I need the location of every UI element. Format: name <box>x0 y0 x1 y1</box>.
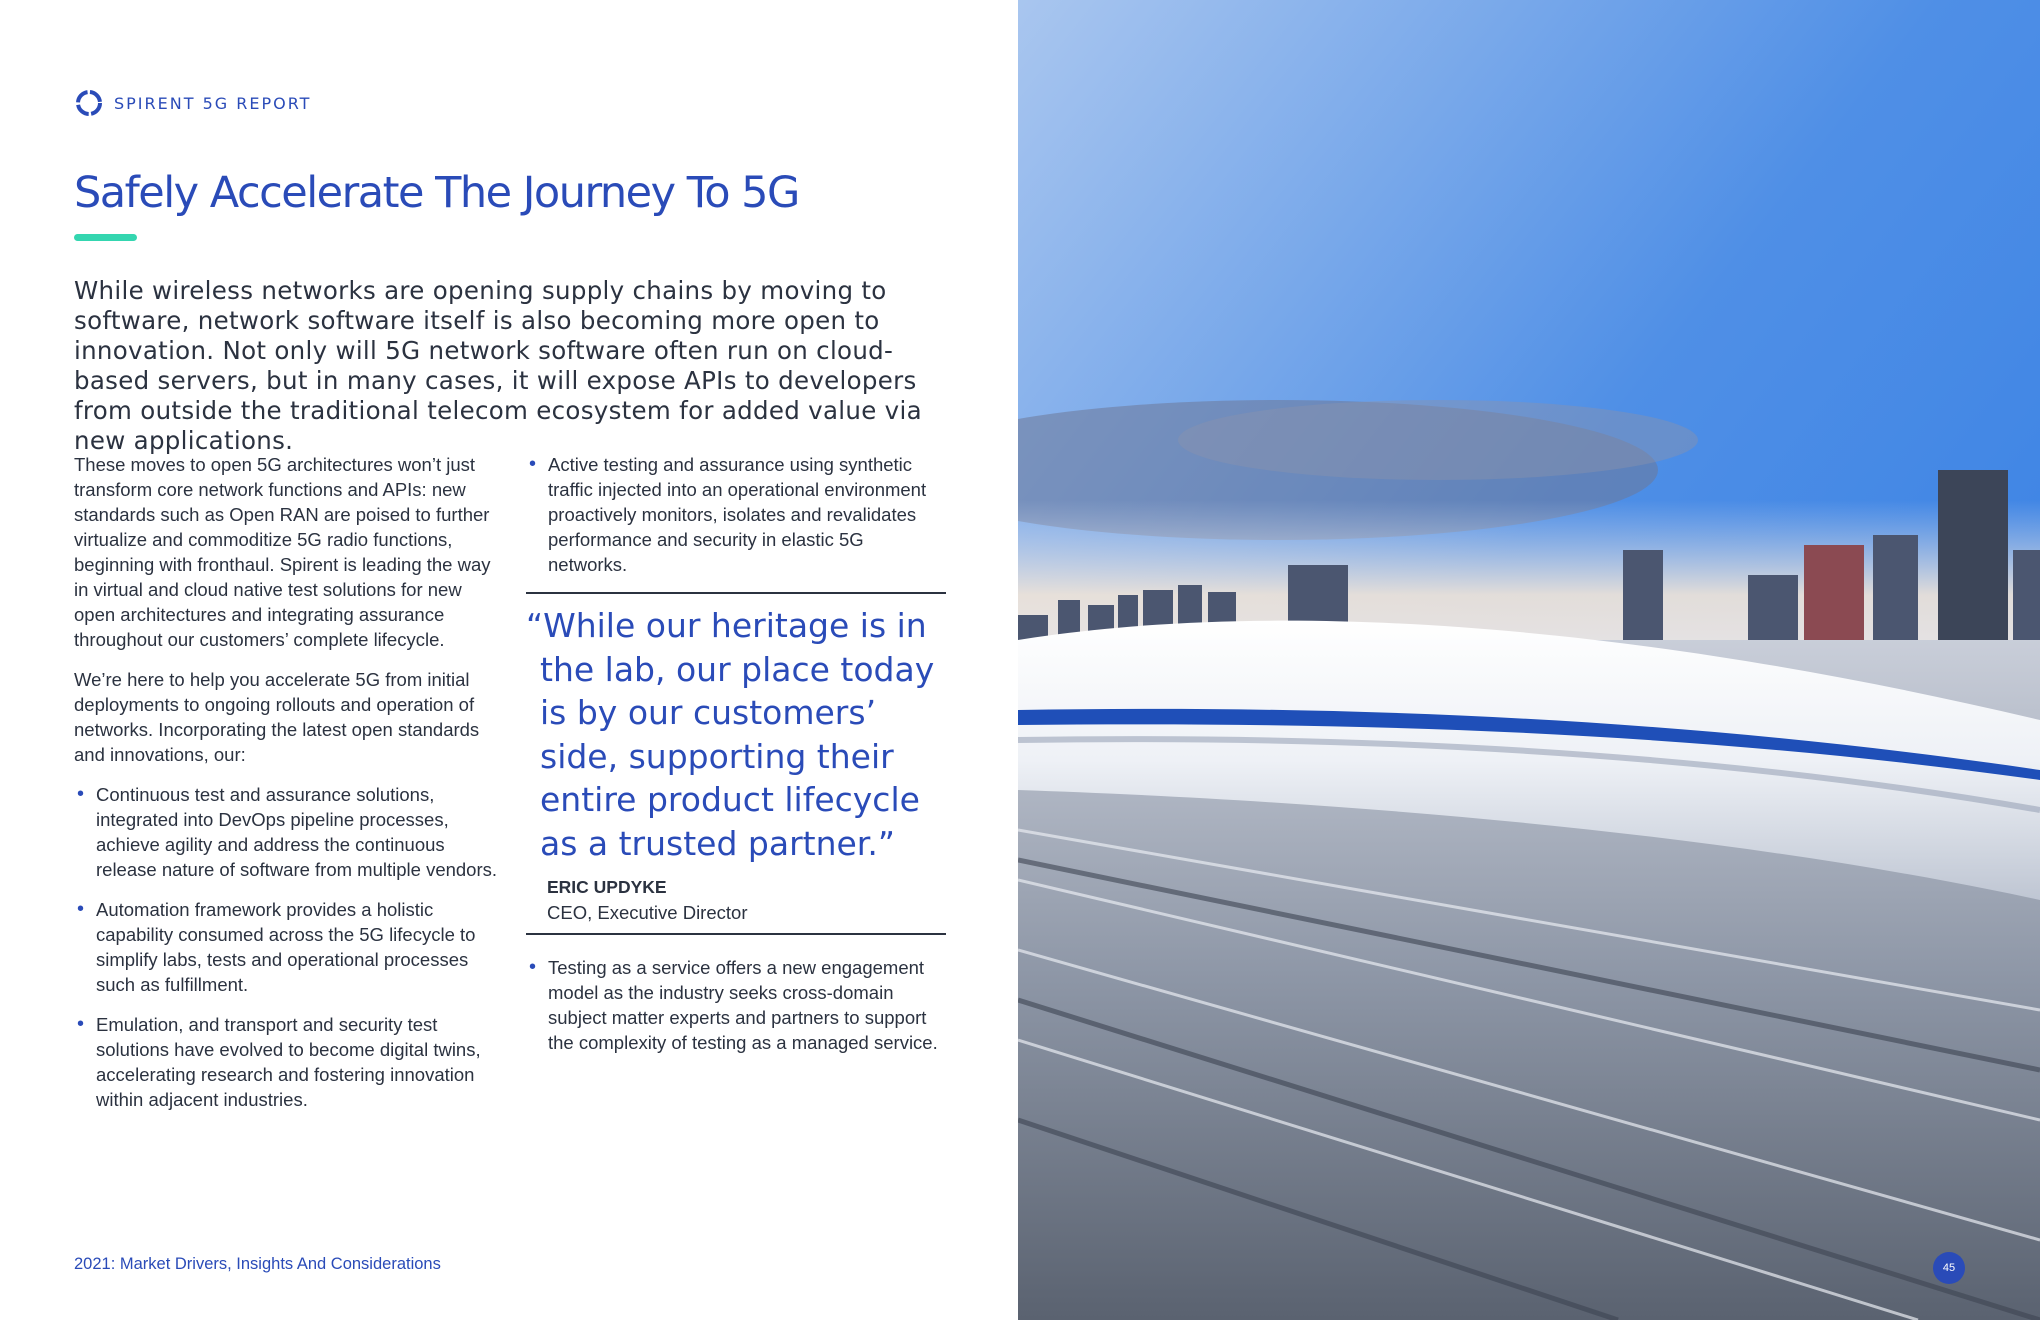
hero-image <box>1018 0 2040 1320</box>
high-speed-train-photo <box>1018 0 2040 1320</box>
left-column <box>74 452 504 1127</box>
footer-text: 2021: Market Drivers, Insights And Considerations <box>74 1255 441 1273</box>
list-item: • Testing as a service offers a new engagement model as the industry seeks cross-domain subject matter experts and partners to support the complexity of testing as a managed service. <box>526 955 946 1055</box>
quote-author-name: ERIC UPDYKE <box>547 877 667 897</box>
paragraph-accelerate: We’re here to help you accelerate 5G from initial deployments to ongoing rollouts and operation of networks. Incorporating the latest open standards and innovations, our: <box>74 669 480 765</box>
right-column <box>526 452 946 1070</box>
paragraph-open-architectures: These moves to open 5G architectures won’t just transform core network functions and APIs: new standards such as Open RAN are poised to further virtualize and commoditize 5G radio functions, beginning with fronthaul. Spirent is leading the way in virtual and cloud native test solutions for new open architectures and integrating assurance throughout our customers’ complete lifecycle. <box>74 454 491 650</box>
list-item: • Continuous test and assurance solutions, integrated into DevOps pipeline processes, achieve agility and address the continuous release nature of software from multiple vendors. <box>74 782 504 882</box>
brand-header <box>74 88 311 118</box>
quote-divider-top <box>526 592 946 594</box>
pull-quote: “While our heritage is in the lab, our place today is by our customers’ side, supporting their entire product lifecycle as a trusted partner.” <box>526 606 935 863</box>
quote-author-role: CEO, Executive Director <box>547 902 748 923</box>
list-item: • Automation framework provides a holistic capability consumed across the 5G lifecycle to simplify labs, tests and operational processes such as fulfillment. <box>74 897 504 997</box>
page-title: Safely Accelerate The Journey To 5G <box>74 168 799 218</box>
intro-paragraph: While wireless networks are opening supply chains by moving to software, network software itself is also becoming more open to innovation. Not only will 5G network software often run on cloud-based servers, but in many cases, it will expose APIs to developers from outside the traditional telecom ecosystem for added value via new applications. <box>74 276 922 455</box>
spirent-logo-icon <box>74 88 104 118</box>
list-item: • Active testing and assurance using synthetic traffic injected into an operational environment proactively monitors, isolates and revalidates performance and security in elastic 5G networks. <box>526 452 946 577</box>
title-underline <box>74 234 137 241</box>
list-item: • Emulation, and transport and security test solutions have evolved to become digital twins, accelerating research and fostering innovation within adjacent industries. <box>74 1012 504 1112</box>
text-page <box>0 0 1018 1320</box>
page-number-badge: 45 <box>1933 1252 1965 1284</box>
right-bullet-list-bottom <box>526 955 946 1055</box>
right-bullet-list-top <box>526 452 946 577</box>
left-bullet-list <box>74 782 504 1112</box>
quote-divider-bottom <box>526 933 946 935</box>
brand-name: SPIRENT 5G REPORT <box>114 93 312 113</box>
